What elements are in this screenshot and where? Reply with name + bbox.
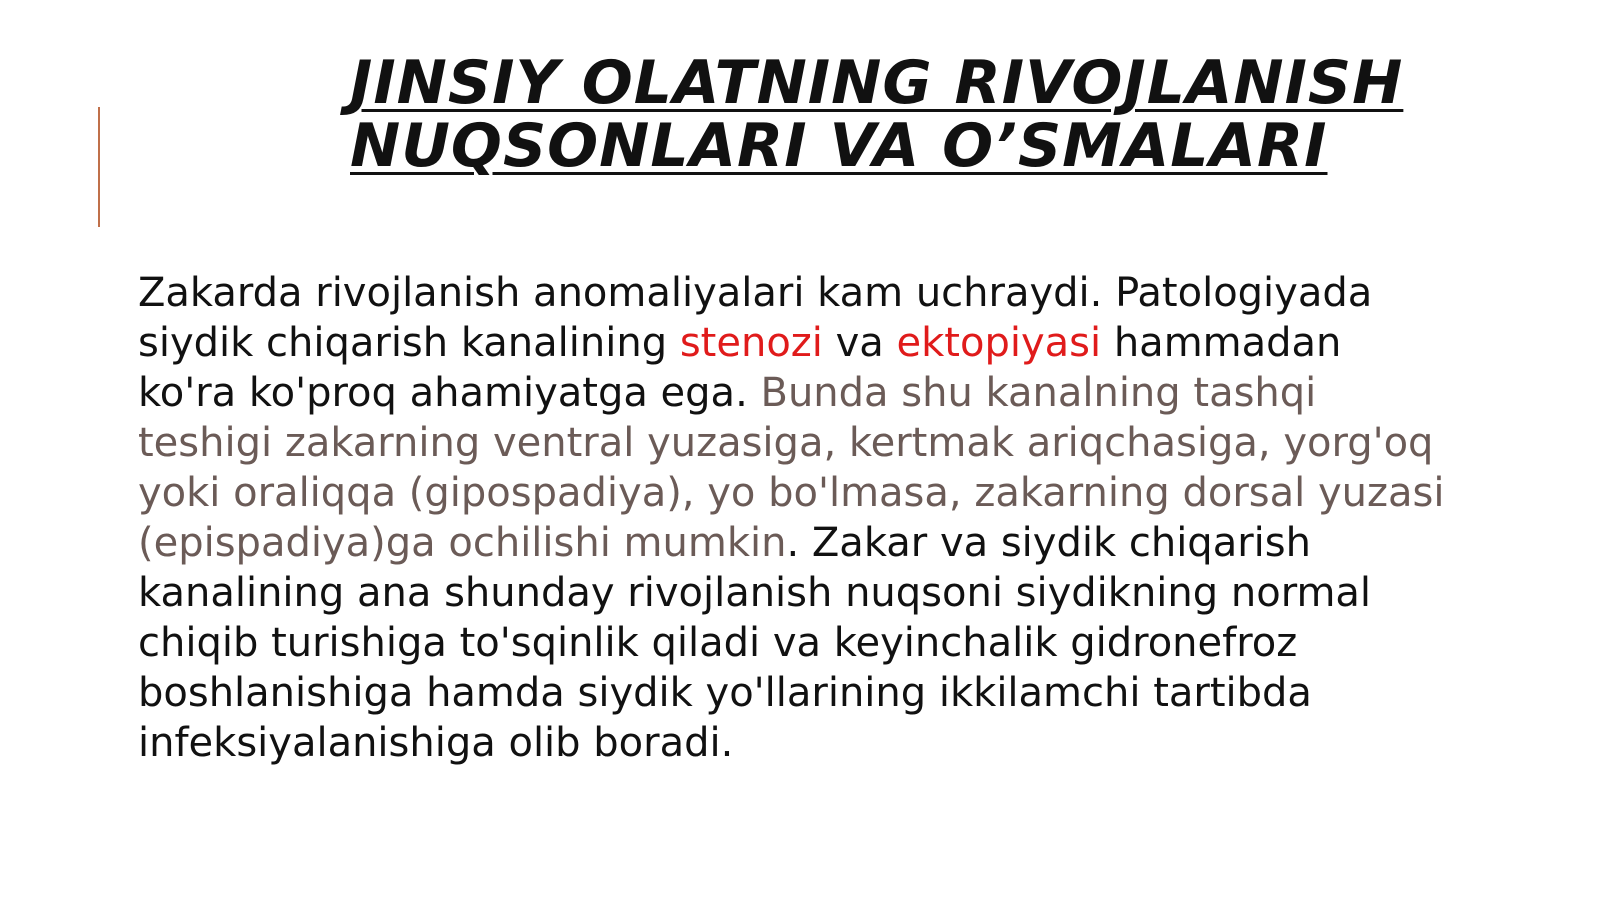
body-line-10: infeksiyalanishiga olib boradi.	[138, 720, 734, 766]
body-line-8: chiqib turishiga to'sqinlik qiladi va keyinchalik gidronefroz	[138, 620, 1298, 666]
slide-body-paragraph	[138, 268, 1558, 768]
term-stenozi: stenozi	[679, 320, 823, 366]
body-line-9: boshlanishiga hamda siydik yo'llarining ikkilamchi tartibda	[138, 670, 1312, 716]
body-line-1: Zakarda rivojlanish anomaliyalari kam uchraydi. Patologiyada	[138, 270, 1373, 316]
body-text-segment: siydik chiqarish kanalining	[138, 320, 680, 366]
slide-title	[350, 48, 1450, 181]
body-line-5: yoki oraliqqa (gipospadiya), yo bo'lmasa, zakarning dorsal yuzasi	[138, 470, 1445, 516]
body-line-6	[138, 518, 1558, 568]
accent-bar	[98, 107, 100, 227]
body-text-segment: ko'ra ko'proq ahamiyatga ega.	[138, 370, 761, 416]
body-line-3	[138, 368, 1558, 418]
muted-text-segment: (epispadiya)ga ochilishi mumkin	[138, 520, 787, 566]
body-text-segment: hammadan	[1101, 320, 1342, 366]
term-ektopiyasi: ektopiyasi	[896, 320, 1102, 366]
body-line-4: teshigi zakarning ventral yuzasiga, kertmak ariqchasiga, yorg'oq	[138, 420, 1434, 466]
slide-title-line-1: JINSIY OLATNING RIVOJLANISH	[350, 48, 1404, 118]
muted-text-segment: Bunda shu kanalning tashqi	[760, 370, 1317, 416]
slide-title-line-2: NUQSONLARI VA O’SMALARI	[350, 111, 1328, 181]
body-line-7: kanalining ana shunday rivojlanish nuqsoni siydikning normal	[138, 570, 1372, 616]
body-text-segment: va	[822, 320, 897, 366]
body-text-segment: . Zakar va siydik chiqarish	[786, 520, 1311, 566]
body-line-2	[138, 318, 1558, 368]
